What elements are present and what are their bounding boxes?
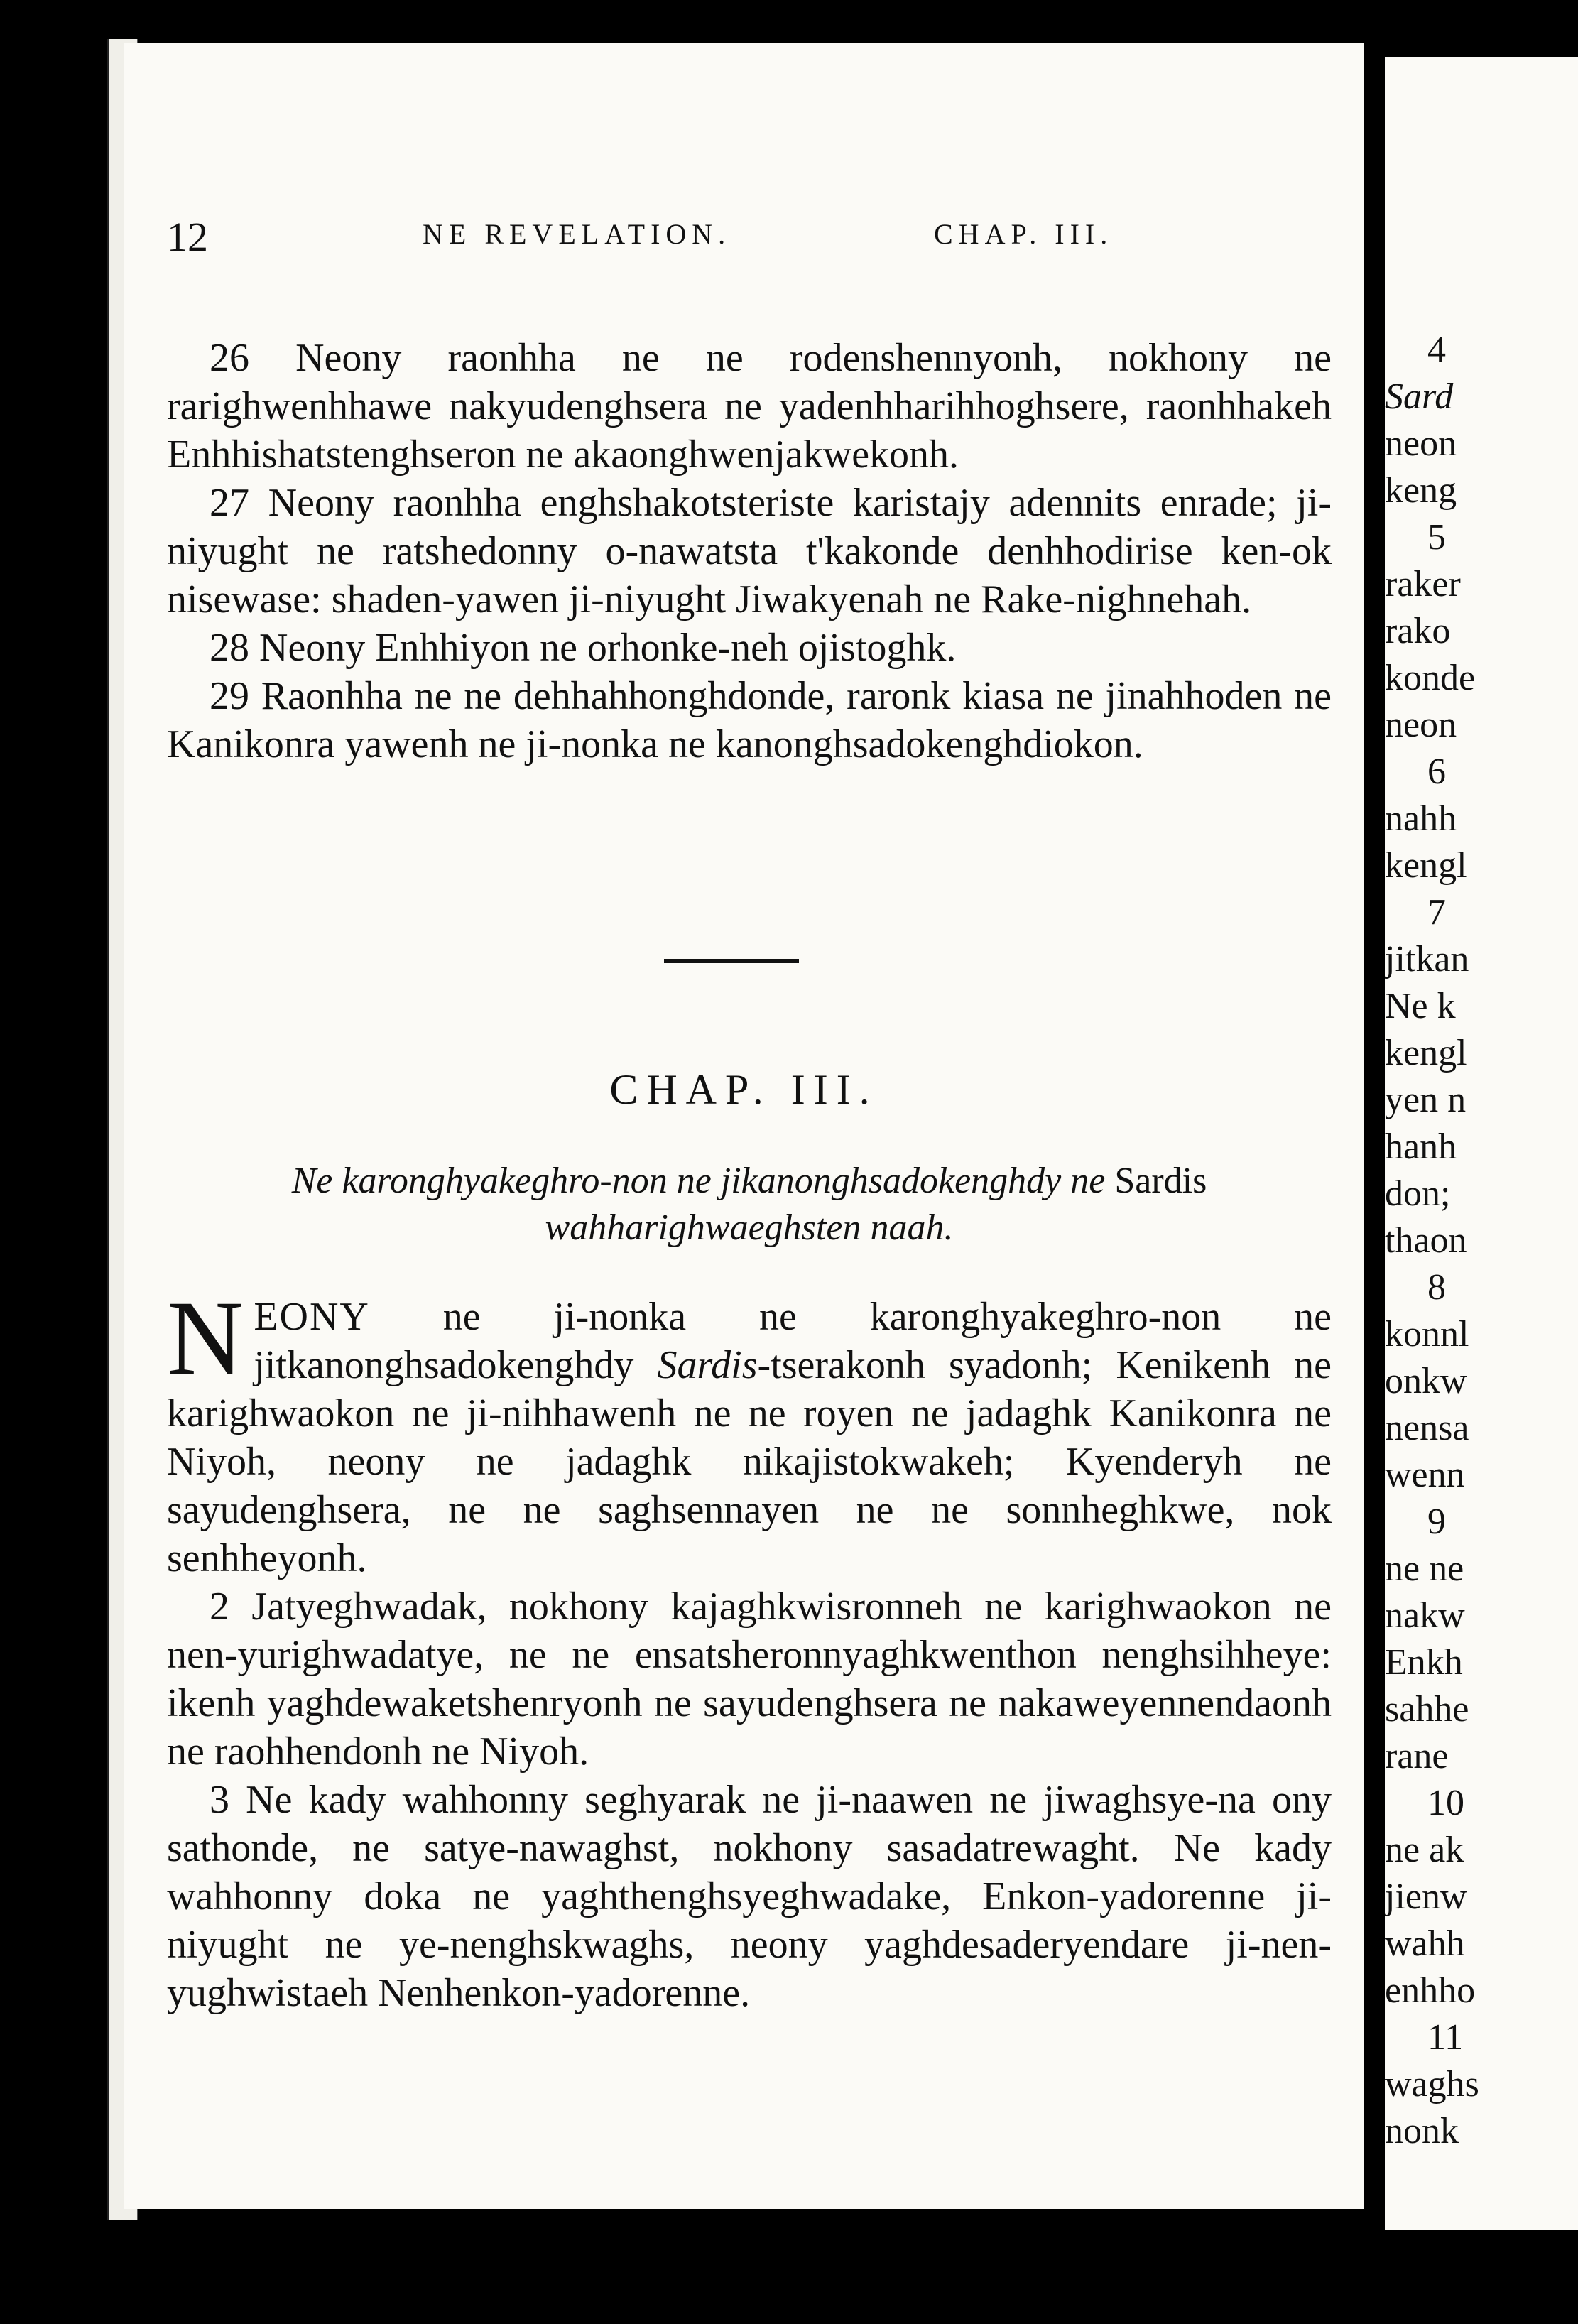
drop-cap: N <box>167 1279 244 1397</box>
verse-2: 2 Jatyeghwadak, nokhony kajaghkwisronneh ne karighwaokon ne nen-yurighwadatye, ne ne ensatsheronnyaghkwenthon nenghsihheye: ikenh yaghdewaketshenryonh ne sayudenghsera ne nakaweyennendaonh ne raohhendonh ne Niyoh. <box>167 1585 1332 1774</box>
right-page-line: 10 <box>1427 1783 1464 1823</box>
verse-27: 27 Neony raonhha enghshakotsteriste karistajy adennits enrade; ji-niyught ne ratshedonny o-nawatsta t'kakonde denhhodirise ken-ok nisewase: shaden-yawen ji-niyught Jiwakyenah ne Rake-nighnehah. <box>167 481 1332 621</box>
summary-place-name: Sardis <box>1114 1161 1207 1201</box>
right-page-line: enhho <box>1385 1970 1476 2011</box>
chapter-summary <box>167 1158 1332 1251</box>
right-page-line: 7 <box>1427 892 1446 933</box>
right-page-line: ne ak <box>1385 1830 1464 1870</box>
right-page-line: don; <box>1385 1173 1451 1214</box>
right-page-line: nakw <box>1385 1595 1465 1636</box>
running-title: NE REVELATION. <box>423 218 731 250</box>
right-page-line: yen n <box>1385 1080 1467 1120</box>
right-page-line: hanh <box>1385 1126 1457 1167</box>
right-page-line: konnl <box>1385 1314 1469 1354</box>
right-page-line: 4 <box>1427 330 1446 370</box>
right-page-line: jienw <box>1385 1877 1467 1917</box>
right-page-line: Sard <box>1385 376 1454 417</box>
left-page <box>124 43 1364 2209</box>
right-page-line: 6 <box>1427 751 1446 792</box>
right-page-line: ne ne <box>1385 1548 1464 1589</box>
verse-1-opening: EONY <box>254 1295 370 1339</box>
right-page-line: nonk <box>1385 2111 1459 2151</box>
right-page-line: kengl <box>1385 845 1467 886</box>
summary-text-1: Ne karonghyakeghro-non ne jikanonghsadokenghdy ne <box>291 1161 1106 1201</box>
right-page-partial <box>1385 57 1578 2230</box>
verse-1-text-b: -tserakonh syadonh; Kenikenh ne karighwaokon ne ji-nihhawenh ne ne royen ne jadaghk Kanikonra ne Niyoh, neony ne jadaghk nikajistokwakeh; Kyenderyh ne sayudenghsera, ne ne saghsennayen ne ne sonnheghkwe, nok senhheyonh. <box>167 1343 1332 1580</box>
right-page-line: kengl <box>1385 1033 1467 1073</box>
verse-28: 28 Neony Enhhiyon ne orhonke-neh ojistoghk. <box>210 626 957 670</box>
verse-29: 29 Raonhha ne ne dehhahhonghdonde, raronk kiasa ne jinahhoden ne Kanikonra yawenh ne ji-nonka ne kanonghsadokenghdiokon. <box>167 674 1332 766</box>
right-page-line: 11 <box>1427 2017 1464 2058</box>
verse-1-text-a: ne ji-nonka ne karonghyakeghro-non ne jitkanonghsadokenghdy <box>254 1295 1332 1387</box>
running-chapter: CHAP. III. <box>934 218 1114 250</box>
chapter-heading: CHAP. III. <box>609 1066 878 1113</box>
right-page-line: neon <box>1385 423 1457 464</box>
section-divider-rule <box>664 959 799 963</box>
verse-1 <box>167 1279 1332 1582</box>
right-page-line: rane <box>1385 1736 1449 1776</box>
chapter-body <box>167 1279 1332 2017</box>
right-page-line: Ne k <box>1385 986 1456 1026</box>
right-page-line: Enkh <box>1385 1642 1463 1683</box>
verse-1-place-name: Sardis <box>657 1343 758 1387</box>
right-page-line: nensa <box>1385 1408 1469 1448</box>
right-page-line: keng <box>1385 470 1457 511</box>
previous-chapter-verses <box>167 334 1332 769</box>
verse-3: 3 Ne kady wahhonny seghyarak ne ji-naawen ne jiwaghsye-na ony sathonde, ne satye-nawaghst, nokhony sasadatrewaght. Ne kady wahhonny doka ne yaghthenghsyeghwadake, Enkon-yadorenne ji-niyught ne ye-nenghskwaghs, neony yaghdesaderyendare ji-nen-yughwistaeh Nenhenkon-yadorenne. <box>167 1778 1332 2015</box>
right-page-line: rako <box>1385 611 1451 651</box>
right-page-line: thaon <box>1385 1220 1467 1261</box>
right-page-line: 9 <box>1427 1502 1446 1542</box>
verse-26: 26 Neony raonhha ne ne rodenshennyonh, nokhony ne rarighwenhhawe nakyudenghsera ne yadenhharihhoghsere, raonhhakeh Enhhishatstenghseron ne akaonghwenjakwekonh. <box>167 336 1332 477</box>
right-page-line: onkw <box>1385 1361 1467 1401</box>
right-page-line: waghs <box>1385 2064 1479 2105</box>
right-page-line: neon <box>1385 705 1457 745</box>
right-page-line: jitkan <box>1385 939 1469 979</box>
right-page-line: 5 <box>1427 517 1446 558</box>
right-page-line: konde <box>1385 658 1476 698</box>
right-page-line: wahh <box>1385 1923 1465 1964</box>
right-page-line: wenn <box>1385 1455 1465 1495</box>
right-page-line: 8 <box>1427 1267 1446 1308</box>
right-page-line: raker <box>1385 564 1461 604</box>
page-number: 12 <box>167 214 208 260</box>
right-page-line: nahh <box>1385 798 1457 839</box>
right-page-column <box>1385 327 1578 2155</box>
summary-text-2: wahharighwaeghsten naah. <box>545 1207 954 1248</box>
right-page-line: sahhe <box>1385 1689 1469 1730</box>
